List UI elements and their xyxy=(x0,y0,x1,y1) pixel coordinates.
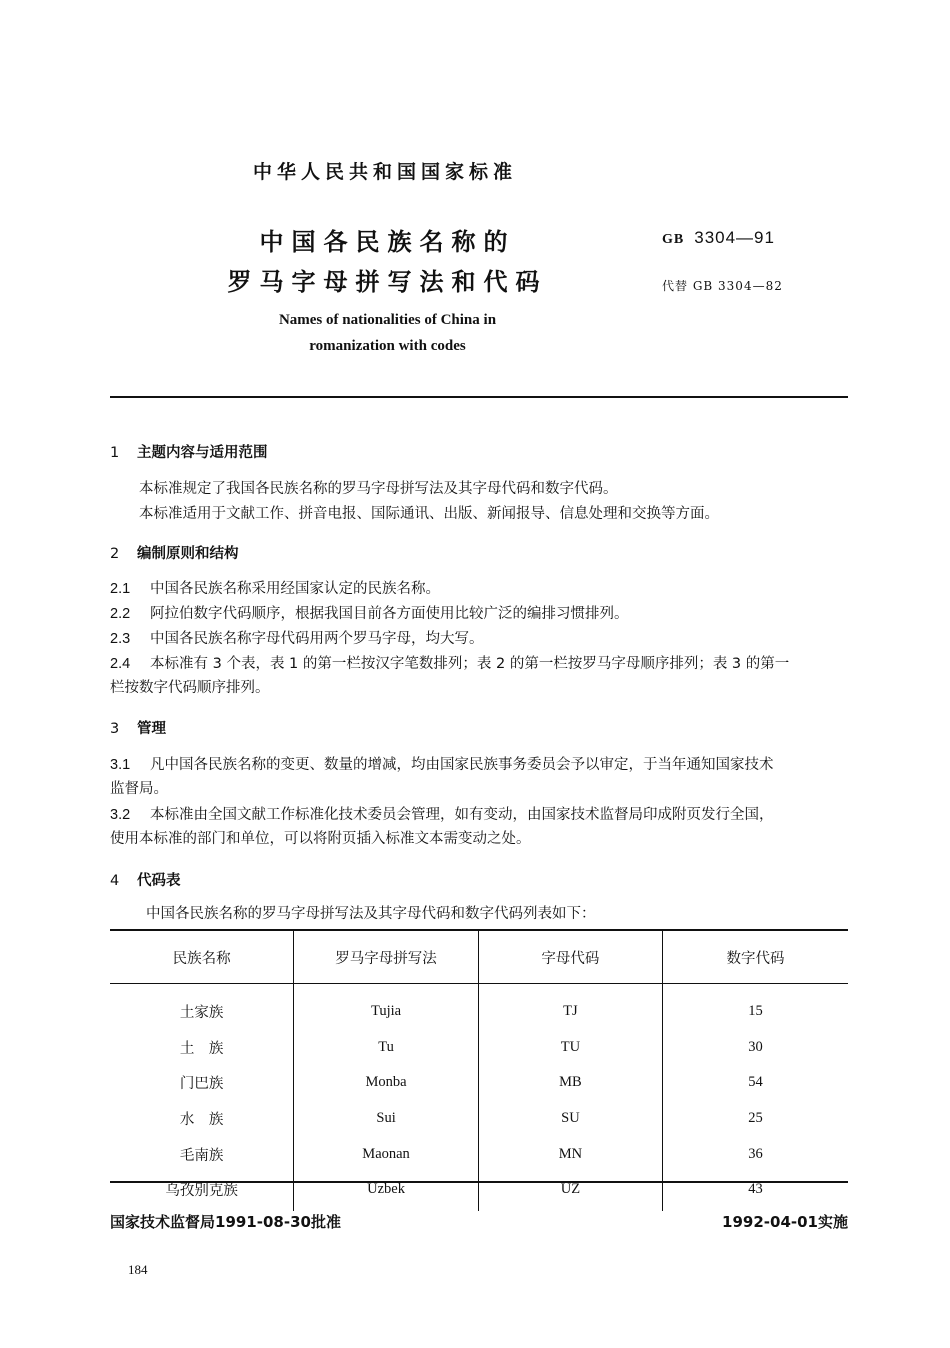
clause-2-3 xyxy=(110,627,850,651)
section-number: 4 xyxy=(110,873,120,889)
cell-romanization: Maonan xyxy=(294,1136,479,1172)
cell-letter-code: TJ xyxy=(478,994,662,1030)
header-divider xyxy=(110,396,848,398)
table-row xyxy=(110,1101,848,1137)
cell-letter-code: SU xyxy=(478,1101,662,1137)
document-title-line1: 中国各民族名称的 xyxy=(259,228,516,256)
cell-romanization: Tujia xyxy=(294,994,479,1030)
cell-letter-code: MB xyxy=(478,1065,662,1101)
section-number: 2 xyxy=(110,546,120,562)
cell-numeric-code: 30 xyxy=(663,1030,849,1066)
standard-number xyxy=(662,228,775,248)
nationality-code-table xyxy=(110,929,848,1211)
cell-name: 门巴族 xyxy=(179,1076,224,1093)
clause-number: 2.2 xyxy=(110,606,131,622)
table-row xyxy=(110,1172,848,1211)
footer-divider xyxy=(110,1181,848,1183)
clause-number: 3.2 xyxy=(110,807,131,823)
cell-numeric-code: 25 xyxy=(663,1101,849,1137)
cell-numeric-code: 54 xyxy=(663,1065,849,1101)
cell-romanization: Monba xyxy=(294,1065,479,1101)
section-title: 编制原则和结构 xyxy=(137,546,239,562)
clause-3-2 xyxy=(110,803,850,827)
english-title-line2: romanization with codes xyxy=(309,338,466,354)
standard-code: 3304—91 xyxy=(694,228,775,247)
column-header-romanization: 罗马字母拼写法 xyxy=(294,930,479,984)
section-1-paragraph-2: 本标准适用于文献工作、拼音电报、国际通讯、出版、新闻报导、信息处理和交换等方面。 xyxy=(139,506,719,522)
clause-2-2 xyxy=(110,602,850,626)
clause-2-1 xyxy=(110,577,850,601)
table-row xyxy=(110,1030,848,1066)
cell-numeric-code: 15 xyxy=(663,994,849,1030)
section-number: 1 xyxy=(110,445,120,461)
section-1-paragraph-1: 本标准规定了我国各民族名称的罗马字母拼写法及其字母代码和数字代码。 xyxy=(139,481,618,497)
clause-3-2-continued: 使用本标准的部门和单位，可以将附页插入标准文本需变动之处。 xyxy=(110,831,531,847)
cell-letter-code: MN xyxy=(478,1136,662,1172)
column-header-letter-code: 字母代码 xyxy=(478,930,662,984)
country-standard-heading: 中华人民共和国国家标准 xyxy=(252,161,517,183)
section-4-heading xyxy=(110,869,181,890)
standard-prefix: GB xyxy=(662,232,685,247)
english-title-line1: Names of nationalities of China in xyxy=(278,312,497,328)
column-header-numeric-code: 数字代码 xyxy=(663,930,849,984)
clause-text: 中国各民族名称采用经国家认定的民族名称。 xyxy=(150,581,440,597)
clause-text: 凡中国各民族名称的变更、数量的增减，均由国家民族事务委员会予以审定，于当年通知国家技术 xyxy=(150,757,774,773)
section-title: 主题内容与适用范围 xyxy=(137,445,268,461)
section-2-heading xyxy=(110,542,239,563)
section-title: 管理 xyxy=(137,721,166,737)
page-number: 184 xyxy=(128,1262,148,1277)
cell-name: 土家族 xyxy=(179,1005,224,1022)
clause-3-1-continued: 监督局。 xyxy=(110,781,168,797)
cell-letter-code: UZ xyxy=(478,1172,662,1211)
cell-romanization: Sui xyxy=(294,1101,479,1137)
cell-name: 水 族 xyxy=(179,1112,224,1129)
column-header-name: 民族名称 xyxy=(110,930,294,984)
cell-name: 乌孜别克族 xyxy=(165,1183,238,1200)
cell-numeric-code: 36 xyxy=(663,1136,849,1172)
clause-2-4 xyxy=(110,652,850,676)
clause-text: 阿拉伯数字代码顺序，根据我国目前各方面使用比较广泛的编排习惯排列。 xyxy=(150,606,629,622)
section-title: 代码表 xyxy=(137,873,181,889)
section-1-heading xyxy=(110,441,268,462)
table-row xyxy=(110,1065,848,1101)
table-intro: 中国各民族名称的罗马字母拼写法及其字母代码和数字代码列表如下： xyxy=(146,906,596,922)
clause-number: 2.3 xyxy=(110,631,131,647)
clause-number: 2.4 xyxy=(110,656,131,672)
clause-text: 中国各民族名称字母代码用两个罗马字母，均大写。 xyxy=(150,631,484,647)
section-number: 3 xyxy=(110,721,120,737)
effective-date: 1992-04-01实施 xyxy=(722,1213,848,1231)
table-header-row xyxy=(110,930,848,984)
clause-text: 本标准由全国文献工作标准化技术委员会管理，如有变动，由国家技术监督局印成附页发行全国， xyxy=(150,807,774,823)
clause-number: 3.1 xyxy=(110,757,131,773)
table-row xyxy=(110,994,848,1030)
cell-numeric-code: 43 xyxy=(663,1172,849,1211)
cell-name: 毛南族 xyxy=(179,1147,224,1164)
approval-date: 国家技术监督局1991-08-30批准 xyxy=(110,1213,341,1231)
cell-romanization: Tu xyxy=(294,1030,479,1066)
clause-3-1 xyxy=(110,753,850,777)
cell-letter-code: TU xyxy=(478,1030,662,1066)
cell-name: 土 族 xyxy=(179,1040,224,1057)
cell-romanization: Uzbek xyxy=(294,1172,479,1211)
clause-number: 2.1 xyxy=(110,581,131,597)
table-row xyxy=(110,1136,848,1172)
clause-text: 本标准有 3 个表，表 1 的第一栏按汉字笔数排列；表 2 的第一栏按罗马字母顺序排列；表 3 的第一 xyxy=(150,656,790,672)
section-3-heading xyxy=(110,717,166,738)
clause-2-4-continued: 栏按数字代码顺序排列。 xyxy=(110,680,270,696)
replaces-standard: 代替 GB 3304—82 xyxy=(662,279,783,293)
document-title-line2: 罗马字母拼写法和代码 xyxy=(227,268,548,296)
